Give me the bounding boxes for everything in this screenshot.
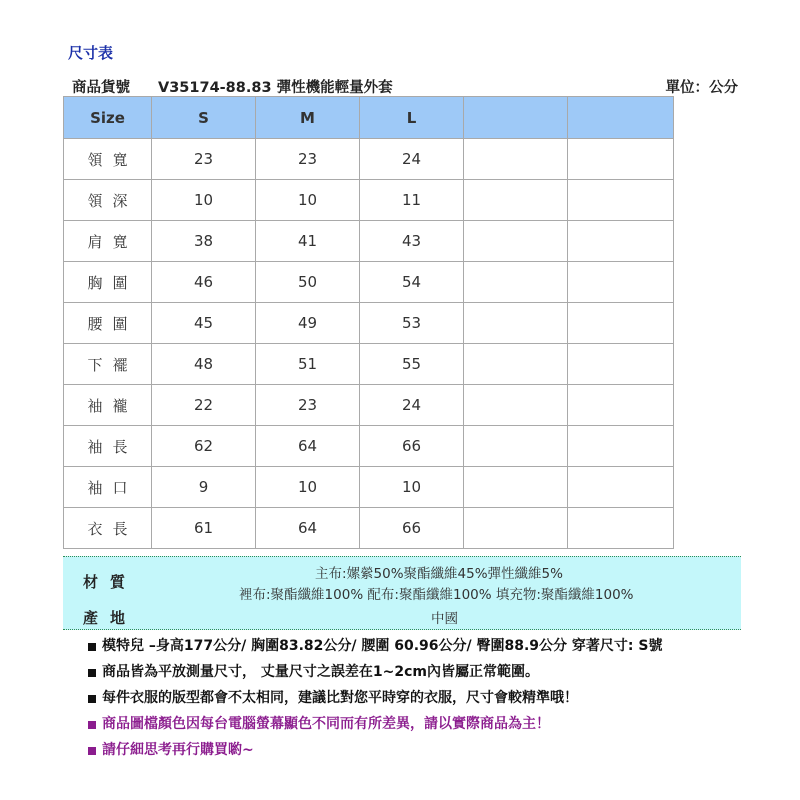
table-cell: 9 [152, 467, 256, 508]
material-section [63, 556, 741, 630]
table-row [64, 426, 674, 467]
table-row [64, 385, 674, 426]
origin-value: 中國 [431, 611, 458, 627]
bullet-icon [88, 669, 96, 677]
table-cell [568, 385, 674, 426]
table-cell: 10 [256, 180, 360, 221]
table-cell: 51 [256, 344, 360, 385]
bullet-icon [88, 643, 96, 651]
material-line-main: 主布:嫘縈50%聚酯纖維45%彈性纖維5% [315, 566, 563, 582]
row-label: 袖長 [64, 426, 152, 467]
note-text: 每件衣服的版型都會不太相同，建議比對您平時穿的衣服，尺寸會較精準哦！ [102, 690, 578, 706]
table-cell [464, 303, 568, 344]
table-cell: 46 [152, 262, 256, 303]
row-label: 肩寬 [64, 221, 152, 262]
material-label: 材質 [83, 573, 138, 591]
table-cell: 43 [360, 221, 464, 262]
table-cell [568, 262, 674, 303]
table-cell: 48 [152, 344, 256, 385]
row-label: 衣長 [64, 508, 152, 549]
header-cell [568, 97, 674, 139]
list-item [88, 636, 662, 662]
size-table [63, 96, 674, 549]
table-cell [464, 139, 568, 180]
table-cell: 61 [152, 508, 256, 549]
unit-label: 單位：公分 [665, 80, 738, 96]
table-cell [568, 344, 674, 385]
table-row [64, 180, 674, 221]
table-cell: 62 [152, 426, 256, 467]
material-line-lining: 裡布:聚酯纖維100% 配布:聚酯纖維100% 填充物:聚酯纖維100% [239, 587, 634, 603]
table-row [64, 221, 674, 262]
product-code-value: V35174-88.83 彈性機能輕量外套 [158, 80, 393, 96]
table-cell: 23 [152, 139, 256, 180]
table-cell [568, 426, 674, 467]
table-cell: 66 [360, 508, 464, 549]
row-label: 袖襱 [64, 385, 152, 426]
table-row [64, 344, 674, 385]
table-row [64, 262, 674, 303]
table-cell: 10 [256, 467, 360, 508]
table-cell [464, 344, 568, 385]
size-header-row [64, 97, 674, 139]
row-label: 領深 [64, 180, 152, 221]
header-cell: M [256, 97, 360, 139]
table-cell: 10 [152, 180, 256, 221]
table-cell: 49 [256, 303, 360, 344]
table-cell [568, 467, 674, 508]
product-code-label: 商品貨號 [72, 80, 130, 96]
list-item [88, 662, 662, 688]
table-cell: 45 [152, 303, 256, 344]
header-cell: L [360, 97, 464, 139]
table-cell [568, 303, 674, 344]
table-cell [568, 508, 674, 549]
table-cell [568, 180, 674, 221]
table-cell [464, 385, 568, 426]
table-row [64, 508, 674, 549]
table-cell: 24 [360, 139, 464, 180]
table-cell: 23 [256, 385, 360, 426]
table-cell: 41 [256, 221, 360, 262]
table-cell: 11 [360, 180, 464, 221]
header-cell [464, 97, 568, 139]
table-cell: 10 [360, 467, 464, 508]
table-cell: 24 [360, 385, 464, 426]
table-cell: 53 [360, 303, 464, 344]
table-cell [464, 180, 568, 221]
row-label: 領寬 [64, 139, 152, 180]
table-cell: 38 [152, 221, 256, 262]
table-cell: 55 [360, 344, 464, 385]
row-label: 袖口 [64, 467, 152, 508]
list-item [88, 688, 662, 714]
table-cell [568, 139, 674, 180]
notes-list [88, 636, 662, 766]
table-cell [464, 467, 568, 508]
table-cell: 64 [256, 426, 360, 467]
origin-label: 產地 [83, 609, 138, 627]
table-cell: 54 [360, 262, 464, 303]
page-title: 尺寸表 [68, 44, 114, 62]
note-text: 請仔細思考再行購買喲~ [102, 742, 254, 758]
bullet-icon [88, 747, 96, 755]
header-cell: Size [64, 97, 152, 139]
bullet-icon [88, 721, 96, 729]
list-item [88, 714, 662, 740]
table-row [64, 303, 674, 344]
row-label: 胸圍 [64, 262, 152, 303]
table-cell [464, 426, 568, 467]
product-info [72, 76, 740, 96]
bullet-icon [88, 695, 96, 703]
note-text: 商品圖檔顏色因每台電腦螢幕顯色不同而有所差異，請以實際商品為主！ [102, 716, 550, 732]
table-cell [464, 221, 568, 262]
table-cell: 50 [256, 262, 360, 303]
header-cell: S [152, 97, 256, 139]
table-row [64, 139, 674, 180]
table-cell [568, 221, 674, 262]
list-item [88, 740, 662, 766]
row-label: 下襬 [64, 344, 152, 385]
table-cell: 23 [256, 139, 360, 180]
note-text: 商品皆為平放測量尺寸， 丈量尺寸之誤差在1~2cm內皆屬正常範圍。 [102, 664, 539, 680]
row-label: 腰圍 [64, 303, 152, 344]
table-cell: 64 [256, 508, 360, 549]
table-cell [464, 262, 568, 303]
note-text: 模特兒 –身高177公分/ 胸圍83.82公分/ 腰圍 60.96公分/ 臀圍88.9公分 穿著尺寸: S號 [102, 638, 663, 654]
table-cell: 66 [360, 426, 464, 467]
table-cell [464, 508, 568, 549]
table-row [64, 467, 674, 508]
table-cell: 22 [152, 385, 256, 426]
